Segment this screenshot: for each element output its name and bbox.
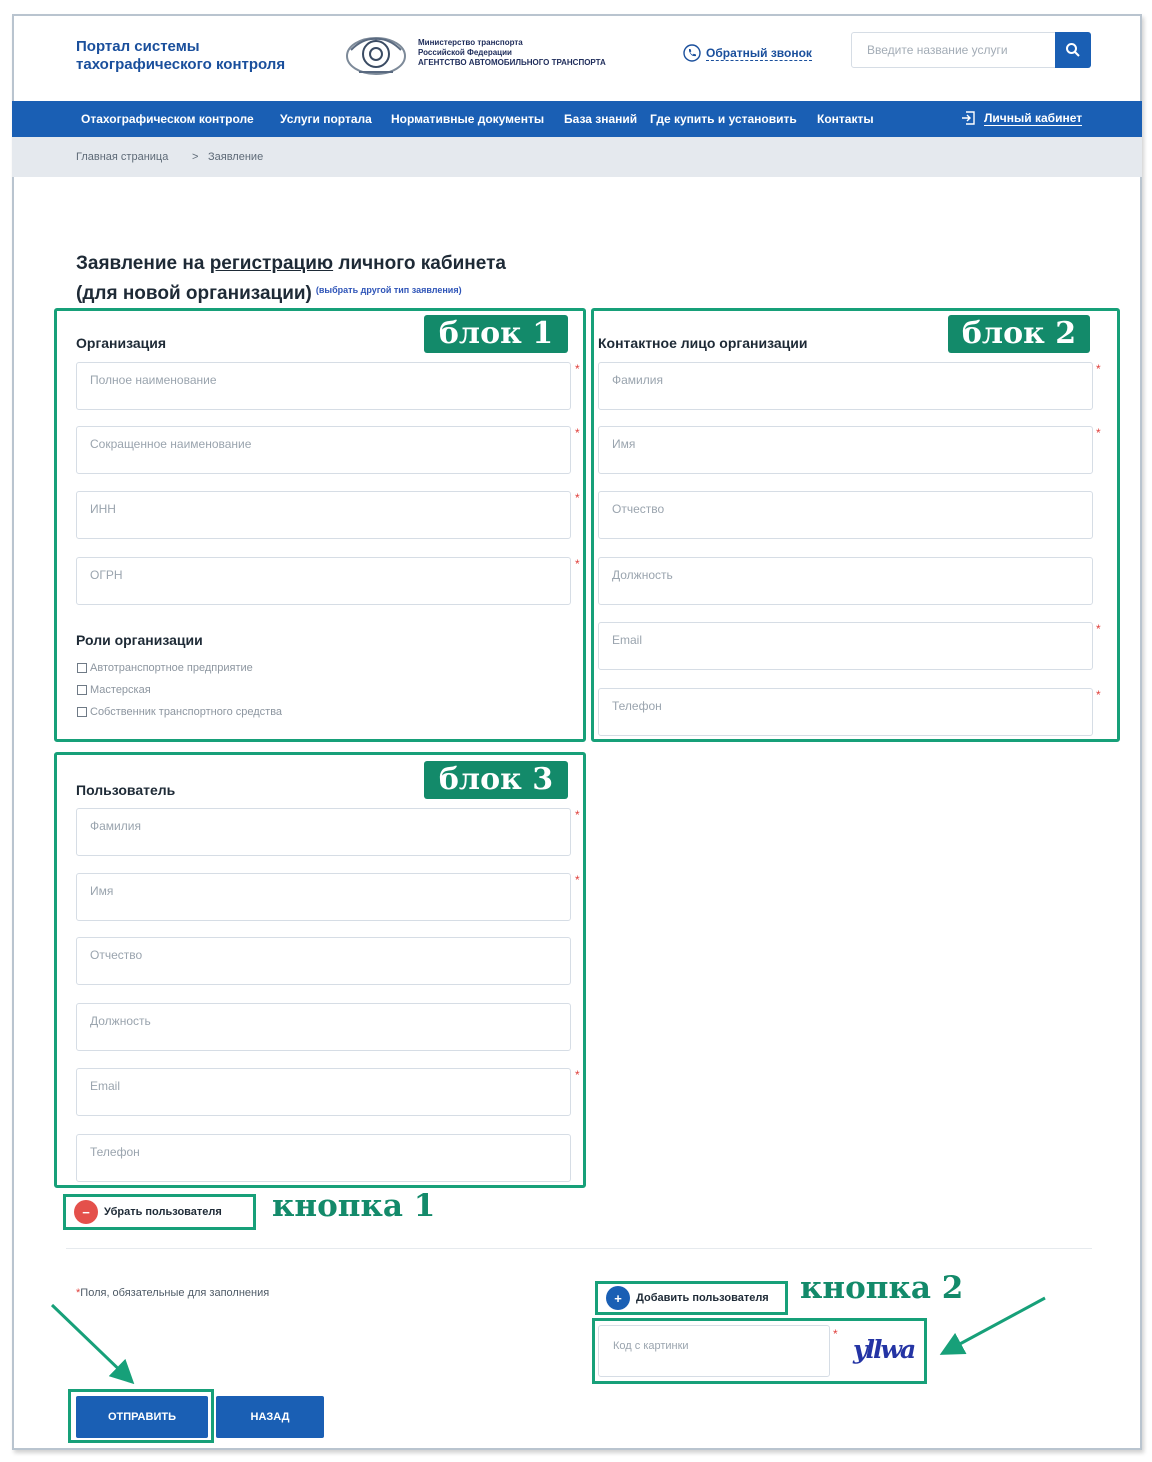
back-button[interactable]: НАЗАД	[216, 1396, 324, 1438]
required-marker: *	[575, 1068, 580, 1082]
breadcrumb-separator: >	[192, 151, 199, 163]
required-marker: *	[575, 557, 580, 571]
button-1-annotation: кнопка 1	[272, 1188, 436, 1224]
role-transport-company[interactable]: Автотранспортное предприятие	[77, 662, 253, 674]
nav-item-regulations[interactable]: Нормативные документы	[391, 112, 545, 126]
contact-phone-field[interactable]: Телефон	[598, 688, 1093, 736]
contact-email-field[interactable]: Email	[598, 622, 1093, 670]
role-vehicle-owner[interactable]: Собственник транспортного средства	[77, 706, 282, 718]
user-last-name-field[interactable]: Фамилия	[76, 808, 571, 856]
contact-patronymic-field[interactable]: Отчество	[598, 491, 1093, 539]
captcha-image: yllwa	[853, 1335, 915, 1364]
page-title: Заявление на регистрацию личного кабинета (для новой организации) $^{(выбрать другой тип заявления)}$	[76, 253, 506, 304]
breadcrumb-home[interactable]: Главная страница	[76, 151, 169, 163]
ogrn-field[interactable]: ОГРН	[76, 557, 571, 605]
required-fields-note: *Поля, обязательные для заполнения	[76, 1287, 270, 1299]
block-2-tag: блок 2	[948, 315, 1090, 353]
required-marker: *	[1096, 426, 1101, 440]
contact-first-name-field[interactable]: Имя	[598, 426, 1093, 474]
roles-title: Роли организации	[76, 632, 203, 648]
breadcrumb-current: Заявление	[208, 151, 264, 163]
add-user-button[interactable]: + Добавить пользователя	[595, 1281, 788, 1315]
agency-name: Министерство транспорта Российской Федерации АГЕНТСТВО АВТОМОБИЛЬНОГО ТРАНСПОРТА	[418, 38, 606, 67]
minus-icon: −	[74, 1200, 98, 1224]
nav-item-contacts[interactable]: Контакты	[817, 112, 874, 126]
plus-icon: +	[606, 1286, 630, 1310]
contact-person-section-title: Контактное лицо организации	[598, 335, 808, 351]
change-application-type-link[interactable]: (выбрать другой тип заявления)	[315, 285, 462, 295]
portal-brand[interactable]: Портал системы тахографического контроля	[76, 38, 286, 73]
block-1-tag: блок 1	[424, 315, 568, 353]
required-marker: *	[1096, 622, 1101, 636]
user-phone-field[interactable]: Телефон	[76, 1134, 571, 1182]
registration-link[interactable]: регистрацию	[209, 253, 334, 274]
user-first-name-field[interactable]: Имя	[76, 873, 571, 921]
user-email-field[interactable]: Email	[76, 1068, 571, 1116]
required-marker: *	[1096, 688, 1101, 702]
role-workshop[interactable]: Мастерская	[77, 684, 151, 696]
nav-item-knowledge-base[interactable]: База знаний	[564, 112, 638, 126]
user-position-field[interactable]: Должность	[76, 1003, 571, 1051]
cabinet-label: Личный кабинет	[984, 110, 1083, 125]
required-marker: *	[575, 362, 580, 376]
required-marker: *	[833, 1327, 838, 1341]
required-marker: *	[575, 873, 580, 887]
callback-label: Обратный звонок	[706, 45, 812, 60]
required-marker: *	[1096, 362, 1101, 376]
button-2-annotation: кнопка 2	[800, 1270, 964, 1306]
nav-item-services[interactable]: Услуги портала	[280, 112, 372, 126]
block-3-tag: блок 3	[424, 761, 568, 799]
contact-last-name-field[interactable]: Фамилия	[598, 362, 1093, 410]
full-name-field[interactable]: Полное наименование	[76, 362, 571, 410]
required-marker: *	[575, 808, 580, 822]
submit-button[interactable]: ОТПРАВИТЬ	[76, 1396, 208, 1438]
user-patronymic-field[interactable]: Отчество	[76, 937, 571, 985]
contact-position-field[interactable]: Должность	[598, 557, 1093, 605]
required-marker: *	[575, 426, 580, 440]
nav-item-tachograph-control[interactable]: Отахографическом контроле	[81, 112, 254, 126]
arrow-to-captcha	[945, 1298, 1045, 1352]
organization-section-title: Организация	[76, 335, 167, 351]
short-name-field[interactable]: Сокращенное наименование	[76, 426, 571, 474]
captcha-input[interactable]: Код с картинки	[598, 1325, 830, 1377]
required-marker: *	[575, 491, 580, 505]
arrow-to-submit	[52, 1305, 130, 1380]
user-section-title: Пользователь	[76, 782, 176, 798]
inn-field[interactable]: ИНН	[76, 491, 571, 539]
remove-user-button[interactable]: − Убрать пользователя	[63, 1194, 256, 1230]
nav-item-where-to-buy[interactable]: Где купить и установить	[650, 112, 797, 126]
